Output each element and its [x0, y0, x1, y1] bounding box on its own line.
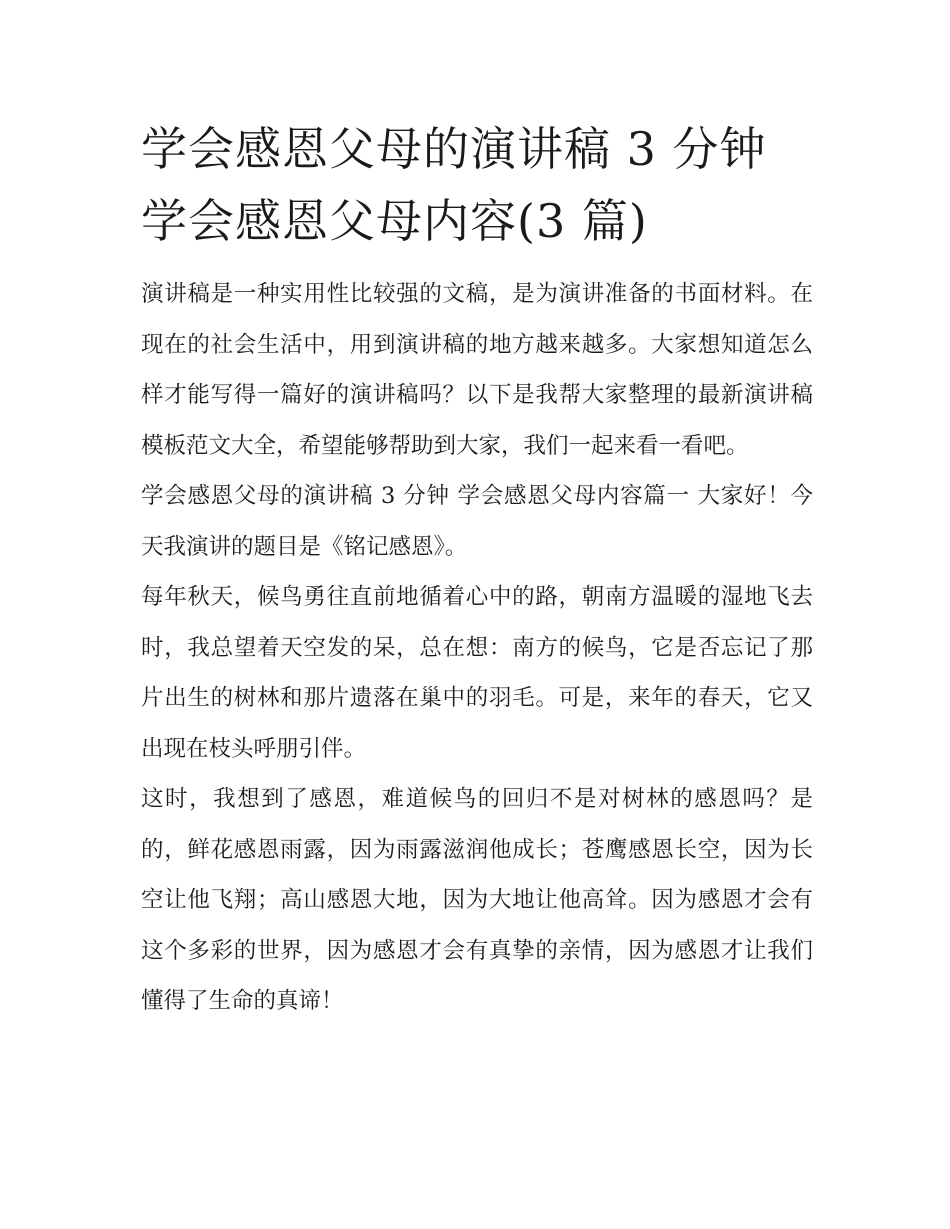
body-paragraph: 这时，我想到了感恩，难道候鸟的回归不是对树林的感恩吗？是的，鲜花感恩雨露，因为雨露滋润他成长；苍鹰感恩长空，因为长空让他飞翔；高山感恩大地，因为大地让他高耸。因为感恩才会有这个多彩的世界，因为感恩才会有真挚的亲情，因为感恩才让我们懂得了生命的真谛！ — [141, 786, 813, 1014]
intro-paragraph: 演讲稿是一种实用性比较强的文稿，是为演讲准备的书面材料。在现在的社会生活中，用到演讲稿的地方越来越多。大家想知道怎么样才能写得一篇好的演讲稿吗？以下是我帮大家整理的最新演讲稿模板范文大全，希望能够帮助到大家，我们一起来看一看吧。 — [141, 281, 813, 459]
document-title — [141, 113, 813, 257]
title-line-1: 学会感恩父母的演讲稿 3 分钟 — [141, 122, 767, 176]
document-content — [141, 113, 813, 1027]
section-heading-paragraph: 学会感恩父母的演讲稿 3 分钟 学会感恩父母内容篇一 大家好！今天我演讲的题目是《铭记感恩》。 — [141, 483, 813, 560]
body-paragraph: 每年秋天，候鸟勇往直前地循着心中的路，朝南方温暖的湿地飞去时，我总望着天空发的呆，总在想：南方的候鸟，它是否忘记了那片出生的树林和那片遗落在巢中的羽毛。可是，来年的春天，它又出现在枝头呼朋引伴。 — [141, 584, 813, 762]
title-line-2: 学会感恩父母内容(3 篇) — [141, 194, 648, 248]
